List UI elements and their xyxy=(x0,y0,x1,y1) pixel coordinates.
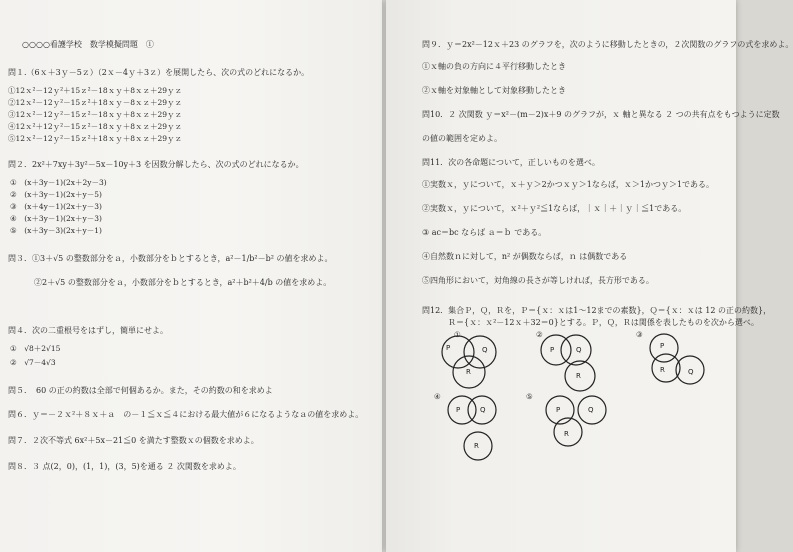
label-p: P xyxy=(660,342,665,350)
q11-item-4: ④自然数ｎに対して，n² が偶数ならば，ｎ は偶数である xyxy=(422,252,628,261)
q1-choice-4: ④12ｘ²＋12ｙ²－15ｚ²－18ｘｙ＋8ｘｚ＋29ｙｚ xyxy=(8,122,183,131)
q12-option-2-label: ② xyxy=(536,330,543,339)
q4-choice-1: ① √8＋2√15 xyxy=(10,344,61,353)
label-q: Q xyxy=(576,346,582,354)
q8-text: 問８．３ 点(2，0)，(1，1)，(3，5)を通る ２ 次関数を求めよ。 xyxy=(8,462,241,471)
venn-diagram-option-1 xyxy=(438,334,508,390)
label-p: P xyxy=(550,346,555,354)
label-r: R xyxy=(474,442,479,450)
q2-stem: 問２．2x²＋7xy＋3y²－5x－10y＋3 を因数分解したら、次の式のどれになるか。 xyxy=(8,160,304,169)
venn-diagram-option-2 xyxy=(536,334,606,396)
q12-line2: Ｒ＝{ｘ：ｘ²－12ｘ＋32＝0}とする。Ｐ，Ｑ，Ｒは関係を表したものを次から選べ。 xyxy=(448,318,759,327)
q11-stem: 問11．次の各命題について，正しいものを選べ。 xyxy=(422,158,600,167)
q11-item-3: ③ ac＝bc ならば ａ＝ｂ である。 xyxy=(422,228,547,237)
q2-choice-2: ② (x＋3y－1)(2x＋y－5) xyxy=(10,190,102,199)
q12-line1: 問12．集合Ｐ，Ｑ，Ｒを，Ｐ＝{ｘ：ｘは1～12までの素数}，Ｑ＝{ｘ：ｘは 12 の正の約数}， xyxy=(422,306,772,315)
q1-choice-1: ①12ｘ²－12ｙ²＋15ｚ²－18ｘｙ＋8ｘｚ＋29ｙｚ xyxy=(8,86,183,95)
label-q: Q xyxy=(688,368,694,376)
q7-text: 問７．２次不等式 6x²＋5x－21≦0 を満たす整数ｘの個数を求めよ。 xyxy=(8,436,259,445)
q4-stem: 問４．次の二重根号をはずし，簡単にせよ。 xyxy=(8,326,168,335)
label-p: P xyxy=(456,406,461,414)
q3-part1: 問３．①3＋√5 の整数部分をａ，小数部分をｂとするとき，a²－1/b²－b² の値を求めよ。 xyxy=(8,254,333,263)
q12-option-1-label: ① xyxy=(454,330,461,339)
q12-option-3-label: ③ xyxy=(636,330,643,339)
label-r: R xyxy=(576,372,581,380)
q9-item-1: ①ｘ軸の負の方向に４平行移動したとき xyxy=(422,62,566,71)
label-p: P xyxy=(446,344,451,352)
q1-choice-2: ②12ｘ²－12ｙ²－15ｚ²＋18ｘｙ－8ｘｚ＋29ｙｚ xyxy=(8,98,183,107)
venn-diagram-option-4 xyxy=(446,392,506,468)
q2-choice-3: ③ (x＋4y－1)(2x＋y－3) xyxy=(10,202,102,211)
label-r: R xyxy=(660,366,665,374)
q11-item-5: ⑤四角形において，対角線の長さが等しければ，長方形である。 xyxy=(422,276,654,285)
q1-choice-3: ③12ｘ²－12ｙ²－15ｚ²－18ｘｙ＋8ｘｚ＋29ｙｚ xyxy=(8,110,183,119)
q3-part2: ②2＋√5 の整数部分をａ，小数部分をｂとするとき，a²＋b²＋4/b の値を求めよ。 xyxy=(34,278,332,287)
label-r: R xyxy=(466,368,471,376)
worksheet-header: ○○○○看護学校 数学模擬問題 ① xyxy=(22,40,154,49)
q10-line1: 問10．２ 次関数 ｙ＝x²－(m－2)x＋9 のグラフが，ｘ 軸と異なる ２ つの共有点をもつように定数 xyxy=(422,110,780,119)
label-r: R xyxy=(564,430,569,438)
q2-choice-5: ⑤ (x＋3y－3)(2x＋y－1) xyxy=(10,226,102,235)
q9-item-2: ②ｘ軸を対象軸として対象移動したとき xyxy=(422,86,566,95)
q1-choice-5: ⑤12ｘ²－12ｙ²－15ｚ²＋18ｘｙ＋8ｘｚ＋29ｙｚ xyxy=(8,134,183,143)
q11-item-1: ①実数ｘ，ｙについて，ｘ＋ｙ＞2かつｘｙ＞1ならば，ｘ＞1かつｙ＞1である。 xyxy=(422,180,715,189)
q11-item-2: ②実数ｘ，ｙについて，ｘ²＋ｙ²≦1ならば，｜ｘ｜＋｜ｙ｜≦1である。 xyxy=(422,204,687,213)
q12-option-5-label: ⑤ xyxy=(526,392,533,401)
label-q: Q xyxy=(480,406,486,414)
q1-stem: 問１.（6ｘ＋3ｙ－5ｚ）（2ｘ－4ｙ＋3ｚ）を展開したら、次の式のどれになるか。 xyxy=(8,68,310,77)
venn-diagram-option-3 xyxy=(644,332,714,388)
venn-diagram-option-5 xyxy=(540,392,610,454)
q5-text: 問５． 60 の正の約数は全部で何個あるか。また，その約数の和を求めよ xyxy=(8,386,273,395)
circle-p xyxy=(541,335,571,365)
right-page xyxy=(386,0,793,552)
q9-stem: 問９．ｙ＝2x²－12ｘ＋23 のグラフを，次のように移動したときの，２次関数のグラフの式を求めよ。 xyxy=(422,40,793,49)
circle-q xyxy=(464,336,496,368)
q2-choice-4: ④ (x＋3y－1)(2x＋y－3) xyxy=(10,214,102,223)
q10-line2: の値の範囲を定めよ。 xyxy=(422,134,502,143)
q12-option-4-label: ④ xyxy=(434,392,441,401)
label-q: Q xyxy=(588,406,594,414)
left-page xyxy=(0,0,382,552)
label-q: Q xyxy=(482,346,488,354)
q4-choice-2: ② √7－4√3 xyxy=(10,358,56,367)
q6-text: 問６．ｙ＝－２ｘ²＋８ｘ＋ａ の－１≦ｘ≦４における最大値が６になるようなａの値を求めよ。 xyxy=(8,410,364,419)
q2-choice-1: ① (x＋3y－1)(2x＋2y－3) xyxy=(10,178,107,187)
label-p: P xyxy=(556,406,561,414)
